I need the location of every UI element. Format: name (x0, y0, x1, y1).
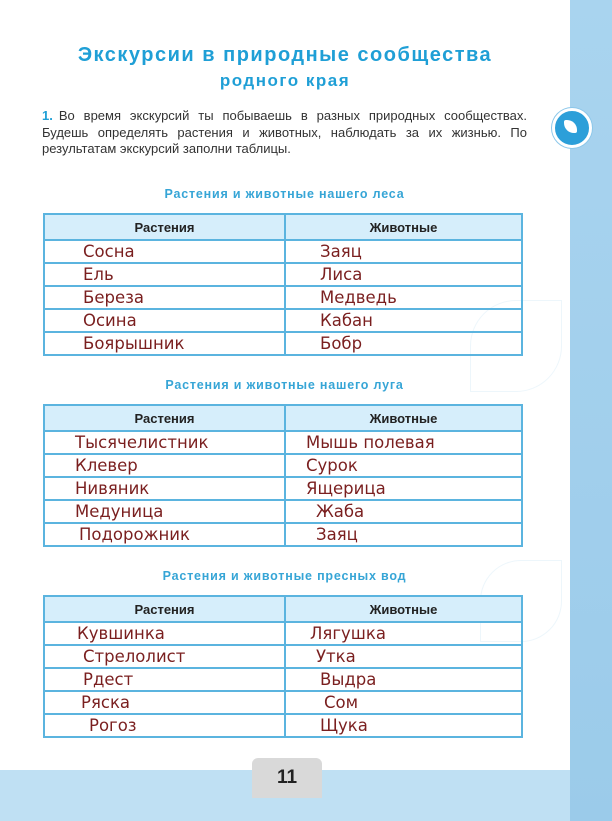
table-row (44, 454, 522, 477)
page-title-line-1: Экскурсии в природные сообщества (77, 44, 493, 66)
page-title-line-2: родного края (219, 71, 351, 90)
table-row (44, 309, 522, 332)
plant-cell[interactable]: Тысячелистник (44, 431, 285, 454)
table-row (44, 668, 522, 691)
table-row (44, 240, 522, 263)
table-row (44, 263, 522, 286)
animal-cell[interactable]: Лиса (285, 263, 522, 286)
animal-cell[interactable]: Мышь полевая (285, 431, 522, 454)
table-header-row (44, 405, 522, 431)
plant-cell[interactable]: Медуница (44, 500, 285, 523)
table-header-row (44, 596, 522, 622)
animal-cell[interactable]: Заяц (285, 240, 522, 263)
task-text: Во время экскурсий ты побываешь в разных природных сообществах. Будешь определять растения и животных, наблюдать за их жизнью. По результатам экскурсий заполни таблицы. (42, 108, 527, 156)
table-row (44, 332, 522, 355)
table-meadow (43, 404, 523, 547)
plant-cell[interactable]: Рдест (44, 668, 285, 691)
table-row (44, 645, 522, 668)
plant-cell[interactable]: Боярышник (44, 332, 285, 355)
table-row (44, 714, 522, 737)
animal-cell[interactable]: Бобр (285, 332, 522, 355)
table-row (44, 691, 522, 714)
table-row (44, 500, 522, 523)
plant-cell[interactable]: Береза (44, 286, 285, 309)
plant-cell[interactable]: Нивяник (44, 477, 285, 500)
plant-cell[interactable]: Рогоз (44, 714, 285, 737)
page-number: 11 (252, 758, 322, 798)
animal-cell[interactable]: Жаба (285, 500, 522, 523)
table-row (44, 523, 522, 546)
task-instructions (42, 108, 527, 158)
plant-cell[interactable]: Кувшинка (44, 622, 285, 645)
table-row (44, 622, 522, 645)
plant-cell[interactable]: Стрелолист (44, 645, 285, 668)
table-row (44, 286, 522, 309)
animal-cell[interactable]: Лягушка (285, 622, 522, 645)
animal-cell[interactable]: Ящерица (285, 477, 522, 500)
animal-cell[interactable]: Щука (285, 714, 522, 737)
section-heading-forest: Растения и животные нашего леса (164, 187, 405, 201)
plant-cell[interactable]: Подорожник (44, 523, 285, 546)
task-number: 1. (42, 108, 53, 123)
animal-cell[interactable]: Сурок (285, 454, 522, 477)
column-header-animals: Животные (285, 214, 522, 240)
plant-cell[interactable]: Клевер (44, 454, 285, 477)
plant-cell[interactable]: Осина (44, 309, 285, 332)
column-header-plants: Растения (44, 596, 285, 622)
table-row (44, 477, 522, 500)
animal-cell[interactable]: Заяц (285, 523, 522, 546)
plant-cell[interactable]: Ряска (44, 691, 285, 714)
section-heading-meadow: Растения и животные нашего луга (165, 378, 404, 392)
column-header-animals: Животные (285, 596, 522, 622)
column-header-animals: Животные (285, 405, 522, 431)
plant-cell[interactable]: Сосна (44, 240, 285, 263)
table-forest (43, 213, 523, 356)
column-header-plants: Растения (44, 214, 285, 240)
animal-cell[interactable]: Медведь (285, 286, 522, 309)
animal-cell[interactable]: Выдра (285, 668, 522, 691)
plant-cell[interactable]: Ель (44, 263, 285, 286)
animal-cell[interactable]: Сом (285, 691, 522, 714)
page-title (0, 42, 570, 94)
table-header-row (44, 214, 522, 240)
section-heading-freshwater: Растения и животные пресных вод (162, 569, 407, 583)
notebook-marker-icon (552, 108, 592, 148)
column-header-plants: Растения (44, 405, 285, 431)
table-freshwater (43, 595, 523, 738)
table-row (44, 431, 522, 454)
animal-cell[interactable]: Утка (285, 645, 522, 668)
animal-cell[interactable]: Кабан (285, 309, 522, 332)
